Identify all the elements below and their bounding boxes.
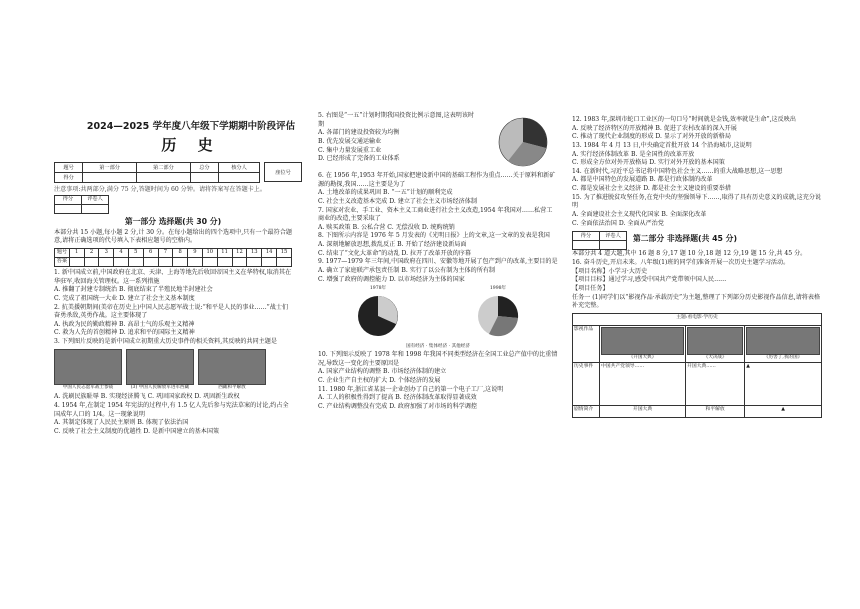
pie-pair: [318, 286, 558, 342]
question-line: 4. 1954 年,在制定 1954 年宪法的过程中,有 1.5 亿人先后参与宪法草案的讨论,约占全国成年人口的 1/4。这一现象说明: [54, 401, 289, 418]
event-cell[interactable]: 开国大典……: [686, 363, 745, 406]
answer-number: 7: [158, 248, 173, 257]
film-table-header: 主题:看电影·学历史: [573, 313, 822, 325]
project-topic: 【项目名称】小学习·大历史: [572, 267, 648, 275]
pie-label: 1998年: [489, 286, 507, 292]
film-title: 《厉害了,我的国》: [764, 354, 803, 360]
question-line: C. 全面依法治国 D. 全面从严治党: [572, 219, 664, 227]
answer-cell[interactable]: 和平解放: [686, 406, 745, 418]
image-row: [54, 349, 292, 392]
question-line: A. 实行经济体制改革 B. 是全国性的改革开放: [572, 150, 695, 158]
answer-number: 13: [247, 248, 262, 257]
photo: [126, 349, 194, 385]
question-line: C. 社会主义改造基本完成 D. 建立了社会主义市场经济体制: [318, 197, 477, 205]
answer-number: 12: [232, 248, 247, 257]
question-line: A. 都是中国特色的发展道路 B. 都是行政体制的改革: [572, 176, 713, 184]
investment-pie-chart: [488, 112, 558, 172]
film-poster: [687, 327, 743, 355]
score-row-label: 得分: [55, 173, 83, 183]
question-line: A. 土地改革的成果巩固 B. “一五”计划的顺利完成: [318, 189, 453, 197]
legend-item: 其他经济: [451, 344, 470, 350]
grader-label: 评卷人: [600, 232, 627, 241]
film-table: [572, 313, 822, 419]
question-line: C. 都是发展社会主义经济 D. 都是社会主义建设的重要举措: [572, 185, 731, 193]
answer-number: 14: [262, 248, 277, 257]
grader-cell[interactable]: [82, 204, 109, 213]
answer-number: 9: [188, 248, 203, 257]
film-poster: [601, 327, 684, 355]
answer-cell[interactable]: [173, 257, 188, 266]
film-cell: [600, 325, 686, 363]
grader-label: 评卷人: [82, 195, 109, 204]
pie-1998: [475, 293, 521, 339]
q16-intro: 16. 奋斗历史,开启未来。八年级(1)班的同学们准备开展一次历史主题学习活动。: [572, 258, 790, 266]
question-line: A. 国家产业结构的调整 B. 市场经济体制的建立: [318, 368, 447, 376]
event-cell[interactable]: 中国共产党领导……: [600, 363, 686, 406]
part2-instructions: 本部分共 4 道大题,其中 16 题 8 分,17 题 10 分,18 题 12 分,19 题 15 分,共 45 分。: [572, 250, 807, 258]
question-line: 7. 国家对农业、手工业、资本主义工商业进行社会主义改造,1954 年我国对……私营工商业的改造,主要采取了: [318, 206, 553, 223]
score-cell[interactable]: [190, 173, 218, 183]
answer-number: 题号: [55, 248, 70, 257]
photo: [198, 349, 266, 385]
question-line: A. 深刻地解放思想,拨乱反正 B. 开始了经济建设新局面: [318, 241, 467, 249]
questions-2c: [318, 351, 558, 411]
answer-number: 15: [277, 248, 292, 257]
question-line: 12. 1983 年,深圳市蛇口工业区的一句口号“时间就是金钱,效率就是生命”,这反映出: [572, 116, 796, 123]
answer-cell[interactable]: 开国大典: [600, 406, 686, 418]
answer-number: 11: [217, 248, 232, 257]
question-line: C. 结束了“文化大革命”的动乱 D. 拉开了改革开放的序幕: [318, 249, 471, 257]
question-line: A. 其制定体现了人民民主原则 B. 体现了依法治国: [54, 419, 189, 427]
pie-label: 1978年: [369, 286, 387, 292]
question-line: 2. 抗美援朝期间(美帝在历史上)中国人民志愿军战士说:“和平是人民的事业……”战士们奋勇杀敌,英勇作战。这主要体现了: [54, 303, 289, 320]
answer-cell[interactable]: [217, 257, 232, 266]
question-line: C. 完成了祖国统一大业 D. 建立了社会主义基本制度: [54, 294, 195, 302]
question-line: 6. 在 1956 年,1953 年开始,国家把建设新中国的基础工程作为重点……关于原料和新矿源的勘探,我国……这主要是为了: [318, 172, 556, 188]
part1-instructions: 本部分共 15 小题,每小题 2 分,计 30 分。在每小题给出的四个选项中,只有一个最符合题意,请将正确选项的代号填入下表相应题号的空格内。: [54, 228, 292, 245]
project-goal: 【项目目标】通过学习,感受中国共产党带领中国人民……: [572, 276, 727, 284]
answer-cell[interactable]: [277, 257, 292, 266]
photo: [54, 349, 122, 385]
question-line: C. 反映了社会主义制度的优越性 D. 是新中国建立的基本国策: [54, 427, 220, 435]
film-title: 《开国大典》: [628, 354, 657, 360]
part1-title: 第一部分 选择题(共 30 分): [124, 216, 222, 226]
film-cell: [686, 325, 745, 363]
score-cell[interactable]: [55, 204, 82, 213]
score-head: 第一部分: [83, 163, 137, 173]
part2-score-box: [572, 231, 627, 250]
answer-row-label: 答案: [55, 257, 70, 266]
answer-cell[interactable]: [128, 257, 143, 266]
part1-score-box: [54, 195, 109, 214]
answer-cell[interactable]: [262, 257, 277, 266]
answer-cell[interactable]: [69, 257, 84, 266]
pie-1978: [355, 293, 401, 339]
question-line: 10. 下列图示反映了 1978 年和 1998 年我国不同类型经济在全国工业总产值中的比重情况,导致这一变化的主要原因是: [318, 351, 558, 367]
score-head: 第二部分: [136, 163, 190, 173]
question-line: C. 增强了政府的调控能力 D. 以市场经济为主体的国家: [318, 275, 465, 283]
answer-number: 1: [69, 248, 84, 257]
question-line: A. 工人的积极性得到了提高 B. 经济体制改革取得显著成效: [318, 394, 477, 402]
question-line: 15. 为了推进脱贫攻坚任务,在党中央的坚强领导下……,取得了具有历史意义的成就,这充分说明: [572, 193, 822, 210]
questions-2a: [318, 112, 478, 172]
score-table: [54, 162, 260, 183]
score-cell[interactable]: [83, 173, 137, 183]
event-cell[interactable]: ▲: [745, 363, 822, 406]
question-line: 3. 下列图片反映的是新中国成立初期重大历史事件的相关资料,其反映的共同主题是: [54, 338, 277, 346]
film-poster: [746, 327, 820, 355]
question-line: 13. 1984 年 4 月 13 日,中央确定首批开放 14 个沿海城市,这说明: [572, 141, 752, 149]
project-task: 【项目任务】: [572, 284, 609, 292]
answer-cell[interactable]: [84, 257, 99, 266]
photo-caption: 中国人民志愿军战士参战: [62, 384, 114, 390]
question-line: 11. 1980 年,浙江省某县一企业创办了自己的第一个电子工厂,这说明: [318, 385, 504, 393]
answer-cell[interactable]: [143, 257, 158, 266]
score-cell[interactable]: [136, 173, 190, 183]
answer-number: 3: [99, 248, 114, 257]
answer-number: 4: [114, 248, 129, 257]
question-line: A. 全面建设社会主义现代化国家 B. 全面深化改革: [572, 211, 707, 219]
row-label: 影视作品: [573, 325, 600, 363]
grader-cell[interactable]: [600, 241, 627, 250]
question-line: C. 救为人先的首创精神 D. 追求和平的国际主义精神: [54, 329, 195, 337]
notes: 注意事项:共两部分,满分 75 分,答题时间为 60 分钟。请将答案写在答题卡上。: [54, 186, 266, 193]
column-3: [572, 116, 824, 418]
question-line: A. 确立了家庭联产承包责任制 B. 实行了以公有制为主体的所有制: [318, 267, 496, 275]
answer-number: 10: [202, 248, 217, 257]
pie-legend: 国有经济 · 集体经济 · 其他经济: [406, 344, 470, 350]
exam-subject: 历 史: [161, 136, 221, 154]
score-head: 总分: [190, 163, 218, 173]
answer-cell[interactable]: [247, 257, 262, 266]
film-title: 《大决战》: [703, 354, 727, 360]
questions-3: [572, 116, 824, 228]
question-line: 1. 新中国成立前,中国政府在北京、天津、上海等地先后收回帝国主义在华特权,取消其在华驻军,收回海关管理权。这一系列措施: [54, 268, 292, 285]
answer-cell[interactable]: [114, 257, 129, 266]
legend-item: 集体经济: [428, 344, 448, 350]
score-label: 得分: [55, 195, 82, 204]
question-line: D. 已经形成了完备的工业体系: [318, 155, 400, 163]
questions-2b: [318, 172, 558, 284]
answer-cell[interactable]: [232, 257, 247, 266]
answer-cell[interactable]: [202, 257, 217, 266]
answer-cell[interactable]: [158, 257, 173, 266]
photo-caption: 西藏和平解放: [218, 384, 246, 390]
exam-title: 2024—2025 学年度八年级下学期期中阶段评估: [86, 121, 296, 132]
column-2: [318, 112, 558, 411]
answer-number: 2: [84, 248, 99, 257]
score-head: 核分人: [218, 163, 259, 173]
questions-1b: [54, 393, 292, 436]
photo-caption: (3) 中国人民解放军进军西藏: [130, 384, 190, 390]
legend-item: 国有经济: [406, 344, 425, 350]
question-line: B. 优先发展交通运输业: [318, 137, 382, 145]
question-line: 14. 在新时代,习近平总书记将中国特色社会主义……的重大战略思想,这一思想: [572, 167, 783, 175]
question-line: 8. 下图所示内容是 1976 年 5 月发表的《光明日报》上的文章,这一文章的发表是我国: [318, 232, 550, 240]
score-cell[interactable]: [573, 241, 600, 250]
answer-table: [54, 248, 292, 267]
seat-table: [264, 162, 302, 182]
film-cell: [745, 325, 822, 363]
answer-number: 6: [143, 248, 158, 257]
question-line: A. 赎买政策 B. 公私合营 C. 无偿没收 D. 统购统销: [318, 223, 455, 231]
answer-cell[interactable]: [99, 257, 114, 266]
question-line: A. 反映了经济特区的开放精神 B. 促进了农村改革的深入开展: [572, 124, 737, 132]
row-label: 历史事件: [573, 363, 600, 406]
question-line: C. 产业结构调整没有完成 D. 政府加强了对市场的科学调控: [318, 402, 477, 410]
questions-1: [54, 269, 292, 347]
row-label: 剧情简介: [573, 406, 600, 418]
question-line: A. 推翻了封建专制统治 B. 彻底结束了半殖民地半封建社会: [54, 286, 213, 294]
question-line: 5. 右图是“一五”计划时期我国投资比例示意图,这表明该时期: [318, 112, 475, 128]
score-head: 题号: [55, 163, 83, 173]
question-line: A. 各部门的建设投资较为均衡: [318, 129, 400, 137]
question-line: A. 执政为民的勤政精神 B. 高昂士气的乐观主义精神: [54, 320, 195, 328]
question-line: A. 洗刷民族耻辱 B. 实现经济腾飞 C. 巩固国家政权 D. 巩固新生政权: [54, 393, 240, 401]
column-1: [54, 186, 292, 436]
score-label: 得分: [573, 232, 600, 241]
score-cell[interactable]: [218, 173, 259, 183]
question-line: 9. 1977—1979 年三年间,中国政府在四川、安徽等地开展了包产到户的改革,主要目的是: [318, 258, 558, 266]
answer-number: 5: [128, 248, 143, 257]
task1: 任务一 (1)同学们以“影视作品·承载历史”为主题,整理了下列部分历史影视作品信息,请将表格补充完整。: [572, 293, 821, 310]
seat-label: 座位号: [265, 163, 302, 182]
question-line: C. 集中力量发展重工业: [318, 146, 382, 154]
answer-cell[interactable]: ▲: [745, 406, 822, 418]
answer-number: 8: [173, 248, 188, 257]
answer-cell[interactable]: [188, 257, 203, 266]
question-line: C. 形成全方位对外开放格局 D. 实行对外开放的基本国策: [572, 159, 725, 167]
question-line: C. 企业生产自主权的扩大 D. 个体经济的发展: [318, 376, 441, 384]
question-line: C. 推动了现代企业制度的形成 D. 显示了对外开放的新格局: [572, 133, 731, 141]
part2-title: 第二部分 非选择题(共 45 分): [632, 233, 738, 243]
